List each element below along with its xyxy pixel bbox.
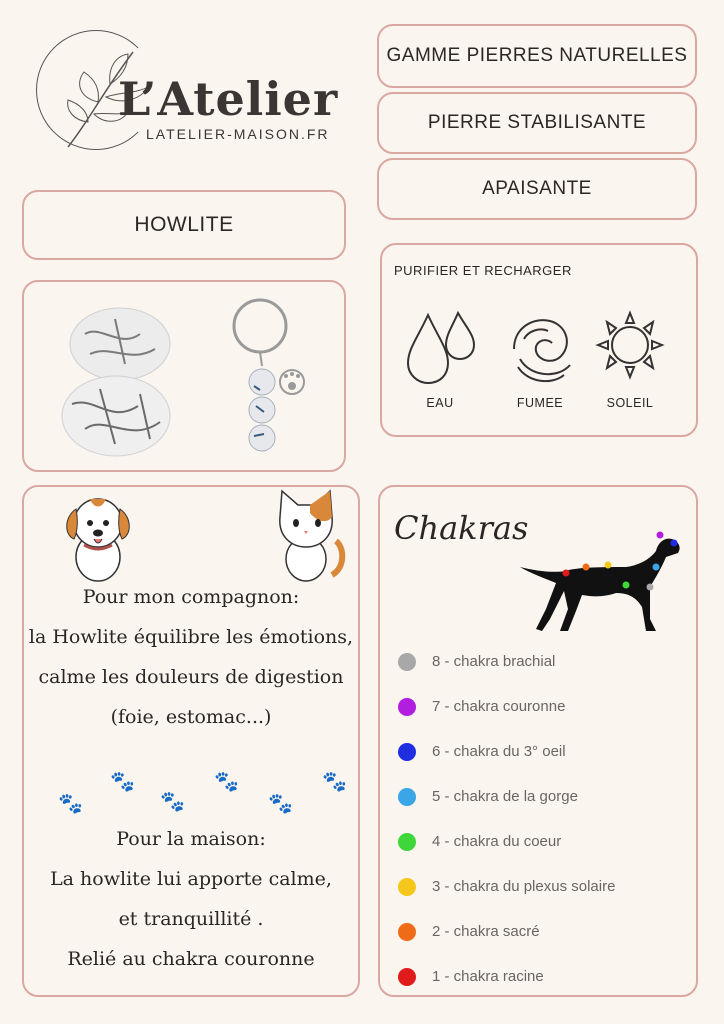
chakra-color-dot [398, 923, 416, 941]
tag-soothing [377, 158, 697, 220]
chakra-color-dot [398, 698, 416, 716]
website-url: LATELIER-MAISON.FR [146, 126, 330, 142]
chakra-label: 2 - chakra sacré [432, 923, 540, 940]
home-line: Relié au chakra couronne [67, 948, 315, 970]
chakra-item [398, 909, 615, 954]
chakra-item [398, 729, 615, 774]
smoke-label: FUMEE [516, 396, 564, 410]
paw-print-icon: 🐾 [214, 771, 239, 793]
water-drops-icon [400, 309, 480, 385]
purify-box [380, 243, 698, 437]
chakra-color-dot [398, 653, 416, 671]
chakra-label: 7 - chakra couronne [432, 698, 566, 715]
paw-print-icon: 🐾 [110, 771, 135, 793]
tag-range [377, 24, 697, 88]
keychain-image [224, 296, 314, 464]
home-line: et tranquillité . [118, 908, 264, 930]
chakra-legend [398, 639, 615, 999]
chakra-color-dot [398, 968, 416, 986]
chakra-item [398, 819, 615, 864]
chakras-title: Chakras [394, 509, 529, 547]
companion-line: la Howlite équilibre les émotions, [28, 626, 354, 648]
chakra-item [398, 774, 615, 819]
chakra-item [398, 639, 615, 684]
tag-label: PIERRE STABILISANTE [427, 112, 647, 133]
description-box [22, 485, 360, 997]
sun-icon [590, 309, 670, 385]
chakra-label: 8 - chakra brachial [432, 653, 556, 670]
water-label: EAU [426, 396, 454, 410]
chakra-color-dot [398, 878, 416, 896]
stone-name: HOWLITE [134, 213, 234, 236]
home-line: Pour la maison: [116, 828, 266, 850]
chakra-label: 1 - chakra racine [432, 968, 544, 985]
sun-label: SOLEIL [606, 396, 654, 410]
home-text [24, 819, 358, 979]
chakra-label: 6 - chakra du 3° oeil [432, 743, 566, 760]
companion-line: Pour mon compagnon: [82, 586, 300, 608]
water-method [390, 309, 490, 410]
tag-label: GAMME PIERRES NATURELLES [386, 45, 688, 66]
companion-line: calme les douleurs de digestion [38, 666, 344, 688]
companion-line: (foie, estomac...) [110, 706, 272, 728]
chakras-box [378, 485, 698, 997]
tag-label: APAISANTE [482, 178, 592, 199]
stone-images-box [22, 280, 346, 472]
chakra-item [398, 864, 615, 909]
chakra-item [398, 684, 615, 729]
dog-silhouette-chakra-diagram [516, 527, 686, 639]
cat-illustration [270, 487, 348, 585]
paw-prints-row [54, 759, 347, 819]
sun-method [580, 309, 680, 410]
home-line: La howlite lui apporte calme, [50, 868, 332, 890]
paw-print-icon: 🐾 [160, 791, 185, 813]
stone-name-box [22, 190, 346, 260]
chakra-label: 4 - chakra du coeur [432, 833, 562, 850]
paw-print-icon: 🐾 [268, 793, 293, 815]
chakra-color-dot [398, 743, 416, 761]
tumbled-stones-image [60, 304, 176, 460]
dog-illustration [60, 487, 136, 585]
companion-text [24, 577, 358, 737]
chakra-label: 5 - chakra de la gorge [432, 788, 578, 805]
smoke-icon [500, 309, 580, 385]
brand-name: L’Atelier [118, 72, 339, 126]
chakra-color-dot [398, 833, 416, 851]
smoke-method [490, 309, 590, 410]
chakra-color-dot [398, 788, 416, 806]
chakra-label: 3 - chakra du plexus solaire [432, 878, 616, 895]
paw-print-icon: 🐾 [58, 793, 83, 815]
purify-title: PURIFIER ET RECHARGER [394, 263, 572, 278]
logo [36, 26, 339, 156]
paw-print-icon: 🐾 [322, 771, 347, 793]
tag-stabilizing [377, 92, 697, 154]
chakra-item [398, 954, 615, 999]
